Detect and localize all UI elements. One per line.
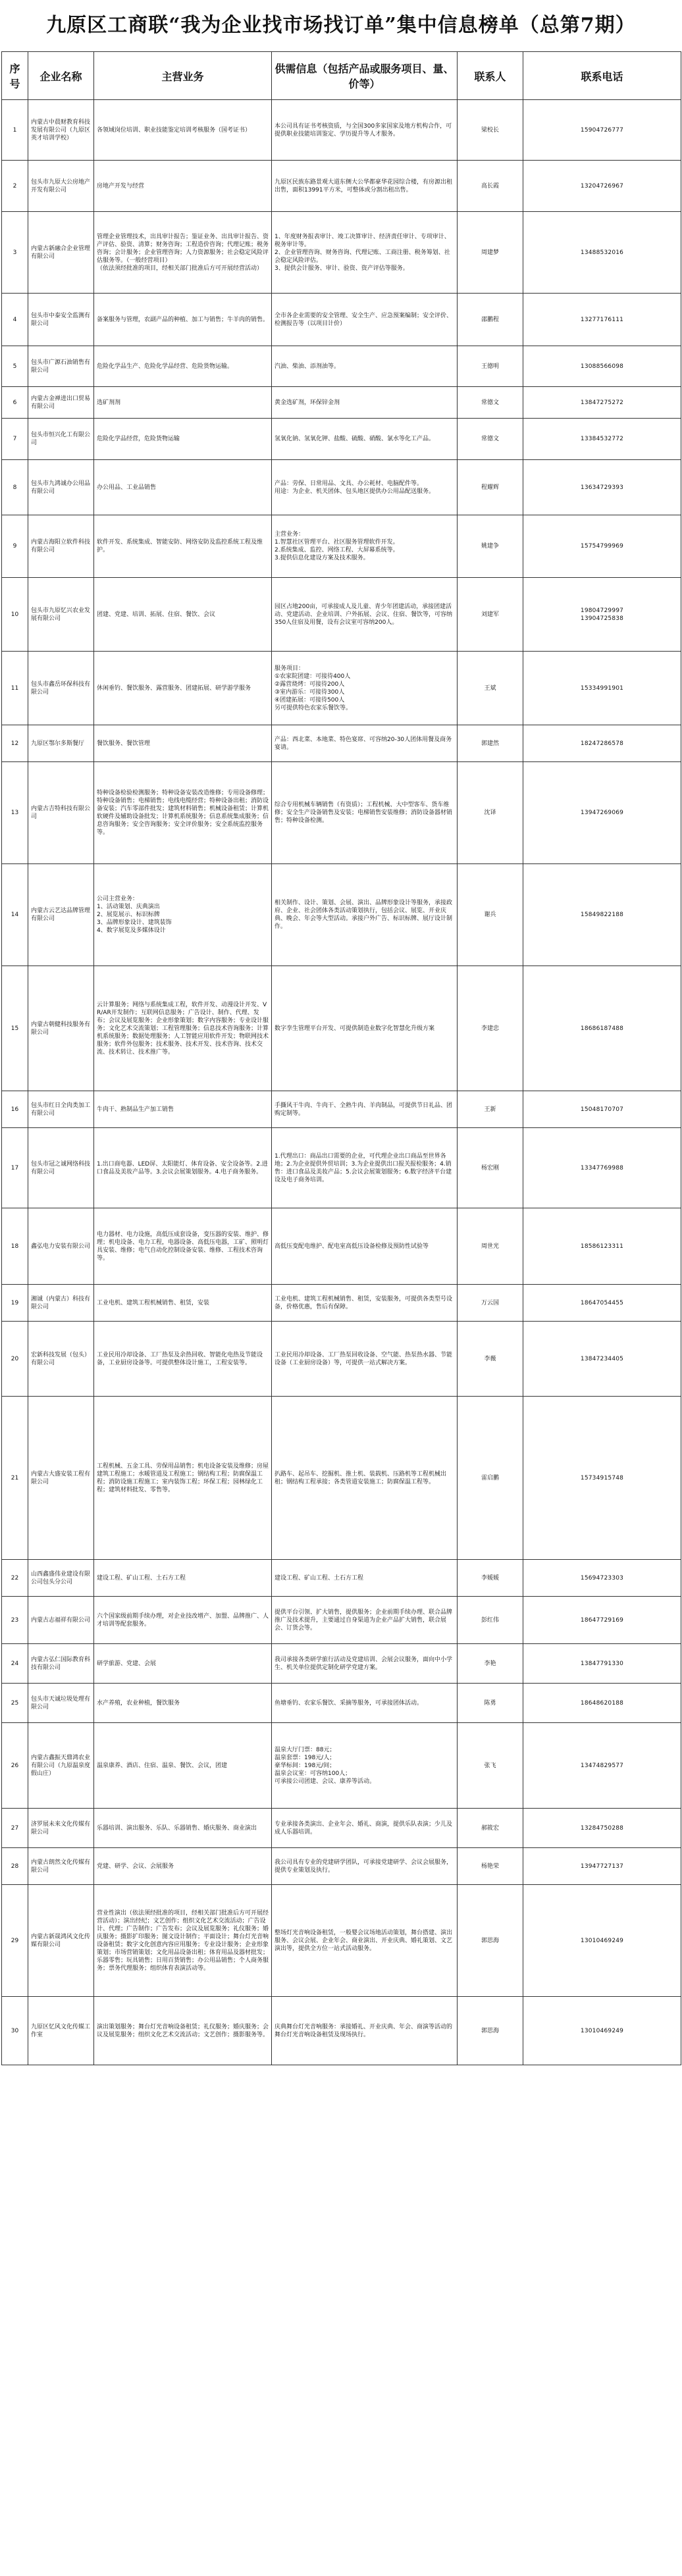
contact-phone: 15849822188 — [523, 864, 681, 966]
contact-phone: 13847234405 — [523, 1322, 681, 1397]
contact-phone: 18647054455 — [523, 1285, 681, 1322]
contact-phone: 13284750288 — [523, 1809, 681, 1848]
row-number: 28 — [2, 1848, 28, 1885]
company-name: 包头市天诚垃圾处理有限公司 — [28, 1684, 94, 1723]
main-business: 水产养殖，农业种植，餐饮服务 — [94, 1684, 272, 1723]
supply-info: 九原区民族东路景观大道东侧大公华都豪华花园综合楼，有房源出租出售，面积13991平方米，可整体或分割出租出售。 — [272, 161, 458, 212]
main-business: 研学旅游、党建、会展 — [94, 1644, 272, 1684]
contact-phone: 13088566098 — [523, 346, 681, 387]
contact-phone: 13277176111 — [523, 294, 681, 346]
contact-phone: 15694723303 — [523, 1560, 681, 1597]
contact-person: 郝筱宏 — [458, 1809, 523, 1848]
table-row — [2, 1848, 681, 1885]
row-number: 17 — [2, 1128, 28, 1208]
supply-info: 专业承接各类演出、企业年会、婚礼、商演，提供乐队表演；少儿及成人乐器培训。 — [272, 1809, 458, 1848]
header-company-name: 企业名称 — [28, 52, 94, 100]
contact-person: 郭思海 — [458, 1997, 523, 2065]
contact-person: 王斌 — [458, 652, 523, 725]
supply-info: 我公司具有专业的党建研学团队，可承接党建研学、会议会展服务，提供专业策划及执行。 — [272, 1848, 458, 1885]
main-business: 选矿剂剂 — [94, 387, 272, 419]
supply-info: 工业民用冷却设备、工厂热泵回收设备、空气能、热泵热水器、节能设备（工业厨房设备）等，可提供一站式解决方案。 — [272, 1322, 458, 1397]
company-name: 济罗展未来文化传媒有限公司 — [28, 1809, 94, 1848]
table-row — [2, 1723, 681, 1809]
main-business: 团建、党建、培训、拓展、住宿、餐饮、会议 — [94, 578, 272, 652]
main-business: 温泉康养、酒店、住宿、温泉、餐饮、会议，团建 — [94, 1723, 272, 1809]
contact-phone: 13488532016 — [523, 212, 681, 294]
main-business: 演出策划服务；舞台灯光音响设备租赁；礼仪服务；婚庆服务；会议及展览服务；组织文化艺术交流活动；文艺创作；摄影服务等。 — [94, 1997, 272, 2065]
contact-person: 王新 — [458, 1091, 523, 1128]
table-row — [2, 346, 681, 387]
contact-person: 姚建争 — [458, 515, 523, 578]
contact-phone: 18247286578 — [523, 725, 681, 762]
contact-phone: 13204726967 — [523, 161, 681, 212]
main-business: 1.出口商电器、LED屏、太阳能灯、体育设备、安全设备等。2.进口食品及美妆产品等。3.会议会展策划服务。4.电子商务服务。 — [94, 1128, 272, 1208]
supply-info: 本公司具有证书考核资质，与全国300多家国家及地方机构合作，可提供职业技能培训鉴定、学历提升等人才服务。 — [272, 100, 458, 161]
supply-info: 建设工程、矿山工程、土石方工程 — [272, 1560, 458, 1597]
main-business: 休闲垂钓、餐饮服务、露营服务、团建拓展、研学游学服务 — [94, 652, 272, 725]
supply-info: 提供平台引领、扩大销售，提供服务；企业前期手续办理、联合品牌推广及技术提升，主要通过自身渠道为企业产品扩大销售，联合展会、订货会等。 — [272, 1597, 458, 1644]
contact-phone: 13010469249 — [523, 1885, 681, 1997]
table-row — [2, 161, 681, 212]
table-row — [2, 725, 681, 762]
supply-info: 高低压变配电维护、配电室高低压设备检修及预防性试验等 — [272, 1208, 458, 1285]
header-no: 序号 — [2, 52, 28, 100]
main-business: 工业电机、建筑工程机械销售、租赁，安装 — [94, 1285, 272, 1322]
document-title: 九原区工商联“我为企业找市场找订单”集中信息榜单（总第7期） — [46, 14, 636, 37]
row-number: 3 — [2, 212, 28, 294]
contact-person: 程耀辉 — [458, 460, 523, 515]
table-row — [2, 212, 681, 294]
contact-phone: 13947269069 — [523, 762, 681, 864]
contact-person: 周建梦 — [458, 212, 523, 294]
table-row — [2, 1684, 681, 1723]
contact-phone: 15334991901 — [523, 652, 681, 725]
main-business: 六个国家级前期手续办理，对企业技改增产、加盟、品牌推广、人才培训等配套服务。 — [94, 1597, 272, 1644]
contact-phone: 13847791330 — [523, 1644, 681, 1684]
table-row — [2, 966, 681, 1091]
table-body — [2, 100, 681, 2065]
company-name: 山西鑫盛伟业建设有限公司包头分公司 — [28, 1560, 94, 1597]
header-main-business: 主营业务 — [94, 52, 272, 100]
supply-info: 产品：劳保、日常用品、文具、办公耗材、电脑配件等。 用途：为企业、机关团体、包头地区提供办公用品配送服务。 — [272, 460, 458, 515]
row-number: 21 — [2, 1397, 28, 1560]
table-row — [2, 419, 681, 460]
row-number: 23 — [2, 1597, 28, 1644]
company-name: 内蒙古新晟鸿风文化传媒有限公司 — [28, 1885, 94, 1997]
company-name: 包头市九原大公房地产开发有限公司 — [28, 161, 94, 212]
table-row — [2, 1397, 681, 1560]
main-business: 房地产开发与经营 — [94, 161, 272, 212]
supply-info: 庆典舞台灯光音响服务：承接婚礼、开业庆典、年会、商演等活动的舞台灯光音响设备租赁及现场执行。 — [272, 1997, 458, 2065]
table-row — [2, 1560, 681, 1597]
supply-info: 工业电机、建筑工程机械销售、租赁，安装服务，可提供各类型号设备，价格优惠，售后有保障。 — [272, 1285, 458, 1322]
supply-info: 1.代理出口：商品出口需要的企业，可代理企业出口商品至世界各地；2.为企业提供外贸培训；3.为企业提供出口报关报检服务；4.销售：进口食品及美妆产品；5.会议会展策划服务；6.数字经济平台建设及电子商务培训。 — [272, 1128, 458, 1208]
table-row — [2, 864, 681, 966]
row-number: 11 — [2, 652, 28, 725]
main-business: 营业性演出（依法须经批准的项目，经相关部门批准后方可开展经营活动）；演出经纪；文艺创作；组织文化艺术交流活动；广告设计、代理；广告制作；广告发布；会议及展览服务；礼仪服务；婚庆服务；摄影扩印服务；图文设计制作；平面设计；舞台灯光音响设备租赁；数字文化创意内容应用服务；专业设计服务；企业形象策划；市场营销策划；文化用品设备出租；体育用品及器材批发；乐器零售；玩具销售；日用百货销售；办公用品销售；个人商务服务；票务代理服务；组织体育表演活动等。 — [94, 1885, 272, 1997]
company-name: 内蒙古中晨财教育科技发展有限公司（九原区英才培训学校） — [28, 100, 94, 161]
main-business: 电力器材、电力设施，高低压成套设备，变压器的安装、维护、修理；机电设备、电力工程，电器设备、高低压电器，工矿、照明灯具安装、维修；电气自动化控制设备安装、维修、工程技术咨询等。 — [94, 1208, 272, 1285]
table-row — [2, 1208, 681, 1285]
main-business: 危险化学品生产、危险化学品经营、危险货物运输。 — [94, 346, 272, 387]
main-business: 备案服务与管理，农副产品的种植、加工与销售；牛羊肉的销售。 — [94, 294, 272, 346]
contact-phone: 18648620188 — [523, 1684, 681, 1723]
contact-phone: 15754799969 — [523, 515, 681, 578]
table-row — [2, 294, 681, 346]
company-name: 包头市广源石油销售有限公司 — [28, 346, 94, 387]
main-business: 公司主营业务： 1、活动策划、庆典演出 2、展览展示、标识标牌 3、品牌形象设计、建筑装饰 4、数字展览及多媒体设计 — [94, 864, 272, 966]
table-row — [2, 460, 681, 515]
company-name: 包头市恒兴化工有限公司 — [28, 419, 94, 460]
contact-person: 雷启鹏 — [458, 1397, 523, 1560]
main-business: 工程机械、五金工具、劳保用品销售；机电设备安装及维修；房屋建筑工程施工；水暖管道及工程施工；钢结构工程；防腐保温工程；消防设施工程施工；室内装饰工程；环保工程；园林绿化工程；建筑材料批发、零售等。 — [94, 1397, 272, 1560]
supply-info: 手撕风干牛肉、牛肉干、全熟牛肉、羊肉制品，可提供节日礼品、团购定制等。 — [272, 1091, 458, 1128]
contact-person: 谢兵 — [458, 864, 523, 966]
contact-phone: 15904726777 — [523, 100, 681, 161]
row-number: 4 — [2, 294, 28, 346]
supply-info: 数字孪生管理平台开发、可提供制造业数字化智慧化升级方案 — [272, 966, 458, 1091]
supply-info: 鱼塘垂钓、农家乐餐饮、采摘等服务，可承接团体活动。 — [272, 1684, 458, 1723]
company-name: 内蒙古云艺达品牌管理有限公司 — [28, 864, 94, 966]
contact-person: 常德文 — [458, 387, 523, 419]
table-row — [2, 515, 681, 578]
row-number: 15 — [2, 966, 28, 1091]
row-number: 7 — [2, 419, 28, 460]
table-row — [2, 1285, 681, 1322]
row-number: 5 — [2, 346, 28, 387]
row-number: 25 — [2, 1684, 28, 1723]
table-row — [2, 100, 681, 161]
contact-person: 李薇 — [458, 1322, 523, 1397]
contact-phone: 13947727137 — [523, 1848, 681, 1885]
main-business: 云计算服务；网络与系统集成工程，软件开发、动漫设计开发、VR/AR开发制作；互联网信息服务；广告设计、制作、代理、发布；会议及展览服务；企业形象策划；数字内容服务；专业设计服务；文化艺术交流策划；工程管理服务；信息技术咨询服务；计算机系统服务；数据处理服务；人工智能应用软件开发；物联网技术服务；软件外包服务；技术服务、技术开发、技术咨询、技术交流、技术转让、技术推广等。 — [94, 966, 272, 1091]
row-number: 30 — [2, 1997, 28, 2065]
company-name: 内蒙古朝健科技服务有限公司 — [28, 966, 94, 1091]
company-name: 内蒙古朗然文化传媒有限公司 — [28, 1848, 94, 1885]
main-business: 餐饮服务、餐饮管理 — [94, 725, 272, 762]
supply-info: 园区占地200亩，可承接成人及儿童、青少年团建活动，承接团建活动、党建活动、企业培训、户外拓展、会议、住宿、餐饮等，可容纳350人住宿及用餐，设有会议室可容纳200人。 — [272, 578, 458, 652]
table-row — [2, 1997, 681, 2065]
contact-person: 郭思海 — [458, 1885, 523, 1997]
contact-person: 杨宏刚 — [458, 1128, 523, 1208]
contact-person: 常德文 — [458, 419, 523, 460]
table-row — [2, 652, 681, 725]
contact-phone: 13634729393 — [523, 460, 681, 515]
supply-info: 服务项目： ①农家院团建：可接待400人 ②露营烧烤：可接待200人 ③室内游乐：可接待300人 ④团建拓展：可接待500人 另可提供特色农家乐餐饮等。 — [272, 652, 458, 725]
supply-info: 产品：西北菜、本地菜、特色宴席、可容纳20-30人团体用餐及商务宴请。 — [272, 725, 458, 762]
company-name: 内蒙古大盛安装工程有限公司 — [28, 1397, 94, 1560]
table-row — [2, 1809, 681, 1848]
contact-person: 沈译 — [458, 762, 523, 864]
contact-phone: 13474829577 — [523, 1723, 681, 1809]
main-business: 建设工程、矿山工程、土石方工程 — [94, 1560, 272, 1597]
contact-phone: 15048170707 — [523, 1091, 681, 1128]
main-business: 党建、研学、会议、会展服务 — [94, 1848, 272, 1885]
row-number: 24 — [2, 1644, 28, 1684]
company-name: 内蒙古鑫振天鼎鸿农业有限公司（九原温泉度假山庄） — [28, 1723, 94, 1809]
company-name: 包头市中泰安全监测有限公司 — [28, 294, 94, 346]
contact-person: 周世光 — [458, 1208, 523, 1285]
supply-info: 综合专用机械车辆销售（有资质）；工程机械、大中型客车、货车维修；安全生产设备销售及安装；电梯销售安装维修；消防设备器材销售；特种设备检测。 — [272, 762, 458, 864]
company-name: 鑫弘电力安装有限公司 — [28, 1208, 94, 1285]
company-name: 内蒙古海阳立软件科技有限公司 — [28, 515, 94, 578]
main-business: 危险化学品经营，危险货物运输 — [94, 419, 272, 460]
table-row — [2, 1091, 681, 1128]
contact-person: 郭建然 — [458, 725, 523, 762]
main-business: 乐器培训、演出服务、乐队、乐器销售、婚庆服务、商业演出 — [94, 1809, 272, 1848]
contact-phone: 13010469249 — [523, 1997, 681, 2065]
supply-info: 整场灯光音响设备租赁，一般婴会议场地活动策划，舞台搭建、演出服务、会议会展、企业年会、商业演出、开业庆典、婚礼策划、文艺演出等，提供全方位一站式活动服务。 — [272, 1885, 458, 1997]
row-number: 29 — [2, 1885, 28, 1997]
table-row — [2, 1597, 681, 1644]
row-number: 14 — [2, 864, 28, 966]
contact-person: 高长霞 — [458, 161, 523, 212]
company-name: 包头市鑫岳环保科技有限公司 — [28, 652, 94, 725]
table-row — [2, 1644, 681, 1684]
row-number: 16 — [2, 1091, 28, 1128]
row-number: 2 — [2, 161, 28, 212]
contact-phone: 19804729997 13904725838 — [523, 578, 681, 652]
supply-info: 汽油、柴油、添剂油等。 — [272, 346, 458, 387]
row-number: 9 — [2, 515, 28, 578]
company-name: 内蒙古吉特科技有限公司 — [28, 762, 94, 864]
contact-phone: 18586123311 — [523, 1208, 681, 1285]
contact-person: 刘建军 — [458, 578, 523, 652]
row-number: 8 — [2, 460, 28, 515]
table-row — [2, 1322, 681, 1397]
main-business: 软件开发、系统集成、智能安防、网络安防及监控系统工程及维护。 — [94, 515, 272, 578]
row-number: 27 — [2, 1809, 28, 1848]
header-phone: 联系电话 — [523, 52, 681, 100]
contact-person: 杨艳荣 — [458, 1848, 523, 1885]
contact-person: 张飞 — [458, 1723, 523, 1809]
contact-person: 李艳 — [458, 1644, 523, 1684]
company-name: 包头市九鸿诚办公用品有限公司 — [28, 460, 94, 515]
contact-phone: 18647729169 — [523, 1597, 681, 1644]
table-row — [2, 578, 681, 652]
table-row — [2, 1128, 681, 1208]
company-name: 宏新科技发展（包头）有限公司 — [28, 1322, 94, 1397]
main-business: 各领域岗位培训、职业技能鉴定培训考核服务（国考证书） — [94, 100, 272, 161]
contact-person: 邵鹏程 — [458, 294, 523, 346]
supply-info: 黄金选矿剂，环保锌金剂 — [272, 387, 458, 419]
row-number: 19 — [2, 1285, 28, 1322]
contact-person: 李建忠 — [458, 966, 523, 1091]
business-info-table — [1, 51, 681, 2065]
main-business: 牛肉干、熟制品生产加工销售 — [94, 1091, 272, 1128]
contact-person: 万云国 — [458, 1285, 523, 1322]
contact-person: 彭红伟 — [458, 1597, 523, 1644]
row-number: 6 — [2, 387, 28, 419]
contact-person: 王德明 — [458, 346, 523, 387]
header-supply-info: 供需信息（包括产品或服务项目、量、价等） — [272, 52, 458, 100]
main-business: 办公用品、工业品销售 — [94, 460, 272, 515]
supply-info: 全市各企业需要的安全管理、安全生产、应急预案编制；安全评价、检测报告等（以项目计价） — [272, 294, 458, 346]
header-contact: 联系人 — [458, 52, 523, 100]
row-number: 22 — [2, 1560, 28, 1597]
supply-info: 我司承接各类研学旅行活动及党建培训、会展会议服务，面向中小学生、机关单位提供定制化研学党建方案。 — [272, 1644, 458, 1684]
row-number: 10 — [2, 578, 28, 652]
company-name: 九原区忆风文化传媒工作室 — [28, 1997, 94, 2065]
company-name: 九原区鄂尔多斯餐厅 — [28, 725, 94, 762]
table-row — [2, 1885, 681, 1997]
row-number: 18 — [2, 1208, 28, 1285]
row-number: 26 — [2, 1723, 28, 1809]
company-name: 内蒙古金禅进出口贸易有限公司 — [28, 387, 94, 419]
supply-info: 主营业务： 1.智慧社区管理平台、社区服务管理软件开发。 2.系统集成、监控、网络工程、大屏幕系统等。 3.提供信息化建设方案及技术服务。 — [272, 515, 458, 578]
main-business: 特种设备检验检测服务；特种设备安装改造维修；专用设备修理；特种设备销售；电梯销售；电线电缆经营；特种设备出租；消防设备安装；汽车零部件批发；建筑材料销售；机械设备租赁；计算机软硬件及辅助设备批发；计算机系统服务；信息系统集成服务；信息咨询服务；安全咨询服务；安全评价服务；安全系统监控服务等。 — [94, 762, 272, 864]
contact-phone: 13347769988 — [523, 1128, 681, 1208]
company-name: 内蒙古弘仁国际教育科技有限公司 — [28, 1644, 94, 1684]
table-header-row — [2, 52, 681, 100]
supply-info: 氢氧化钠、氢氧化钾、盐酸、硫酸、硝酸、氯水等化工产品。 — [272, 419, 458, 460]
company-name: 包头市红日全肉类加工有限公司 — [28, 1091, 94, 1128]
contact-person: 陈勇 — [458, 1684, 523, 1723]
supply-info: 相关制作、设计、策划、会展、演出、品牌形象设计等服务，承接政府、企业、社会团体各类活动策划执行，包括会议、展览、开业庆典、晚会、年会等大型活动。承接户外广告、标识标牌、展厅设计制作。 — [272, 864, 458, 966]
row-number: 20 — [2, 1322, 28, 1397]
contact-person: 李媛媛 — [458, 1560, 523, 1597]
company-name: 内蒙古志福祥有限公司 — [28, 1597, 94, 1644]
contact-phone: 13384532772 — [523, 419, 681, 460]
table-row — [2, 762, 681, 864]
company-name: 包头市冠之诚网络科技有限公司 — [28, 1128, 94, 1208]
supply-info: 温泉大厅门票：88元； 温泉套票：198元/人； 豪华标间：198元/间； 温泉会议室：可容纳100人； 可承接公司团建、会议、康养等活动。 — [272, 1723, 458, 1809]
contact-phone: 13847275272 — [523, 387, 681, 419]
contact-phone: 15734915748 — [523, 1397, 681, 1560]
contact-person: 梁校长 — [458, 100, 523, 161]
company-name: 湘诚（内蒙古）科技有限公司 — [28, 1285, 94, 1322]
row-number: 12 — [2, 725, 28, 762]
company-name: 包头市九原忆兴农业发展有限公司 — [28, 578, 94, 652]
row-number: 13 — [2, 762, 28, 864]
table-row — [2, 387, 681, 419]
main-business: 工业民用冷却设备、工厂热泵及余热回收、智能化电热及节能设备，工业厨房设备等。可提供整体设计施工，工程安装等。 — [94, 1322, 272, 1397]
contact-phone: 18686187488 — [523, 966, 681, 1091]
supply-info: 1、年度财务报表审计、竣工决算审计、经济责任审计、专项审计、税务审计等。 2、企业管理咨询、财务咨询、代理记账、工商注册、税务筹划、社会稳定风险评估。 3、提供会计服务、审计、验资、资产评估等服务。 — [272, 212, 458, 294]
main-business: 管理企业管理技术，出具审计报告；鉴证业务、出具审计报告、资产评估、验资、清算；财务咨询；工程造价咨询；代理记账；税务咨询；会计服务；企业管理咨询；人力资源服务；社会稳定风险评估服务等。（一般经营项目） （依法须经批准的项目，经相关部门批准后方可开展经营活动） — [94, 212, 272, 294]
row-number: 1 — [2, 100, 28, 161]
company-name: 内蒙古新融合企业管理有限公司 — [28, 212, 94, 294]
supply-info: 扒路车、起吊车、挖掘机、推土机、装载机、压路机等工程机械出租；钢结构工程承接；各类管道安装施工；防腐保温工程等。 — [272, 1397, 458, 1560]
